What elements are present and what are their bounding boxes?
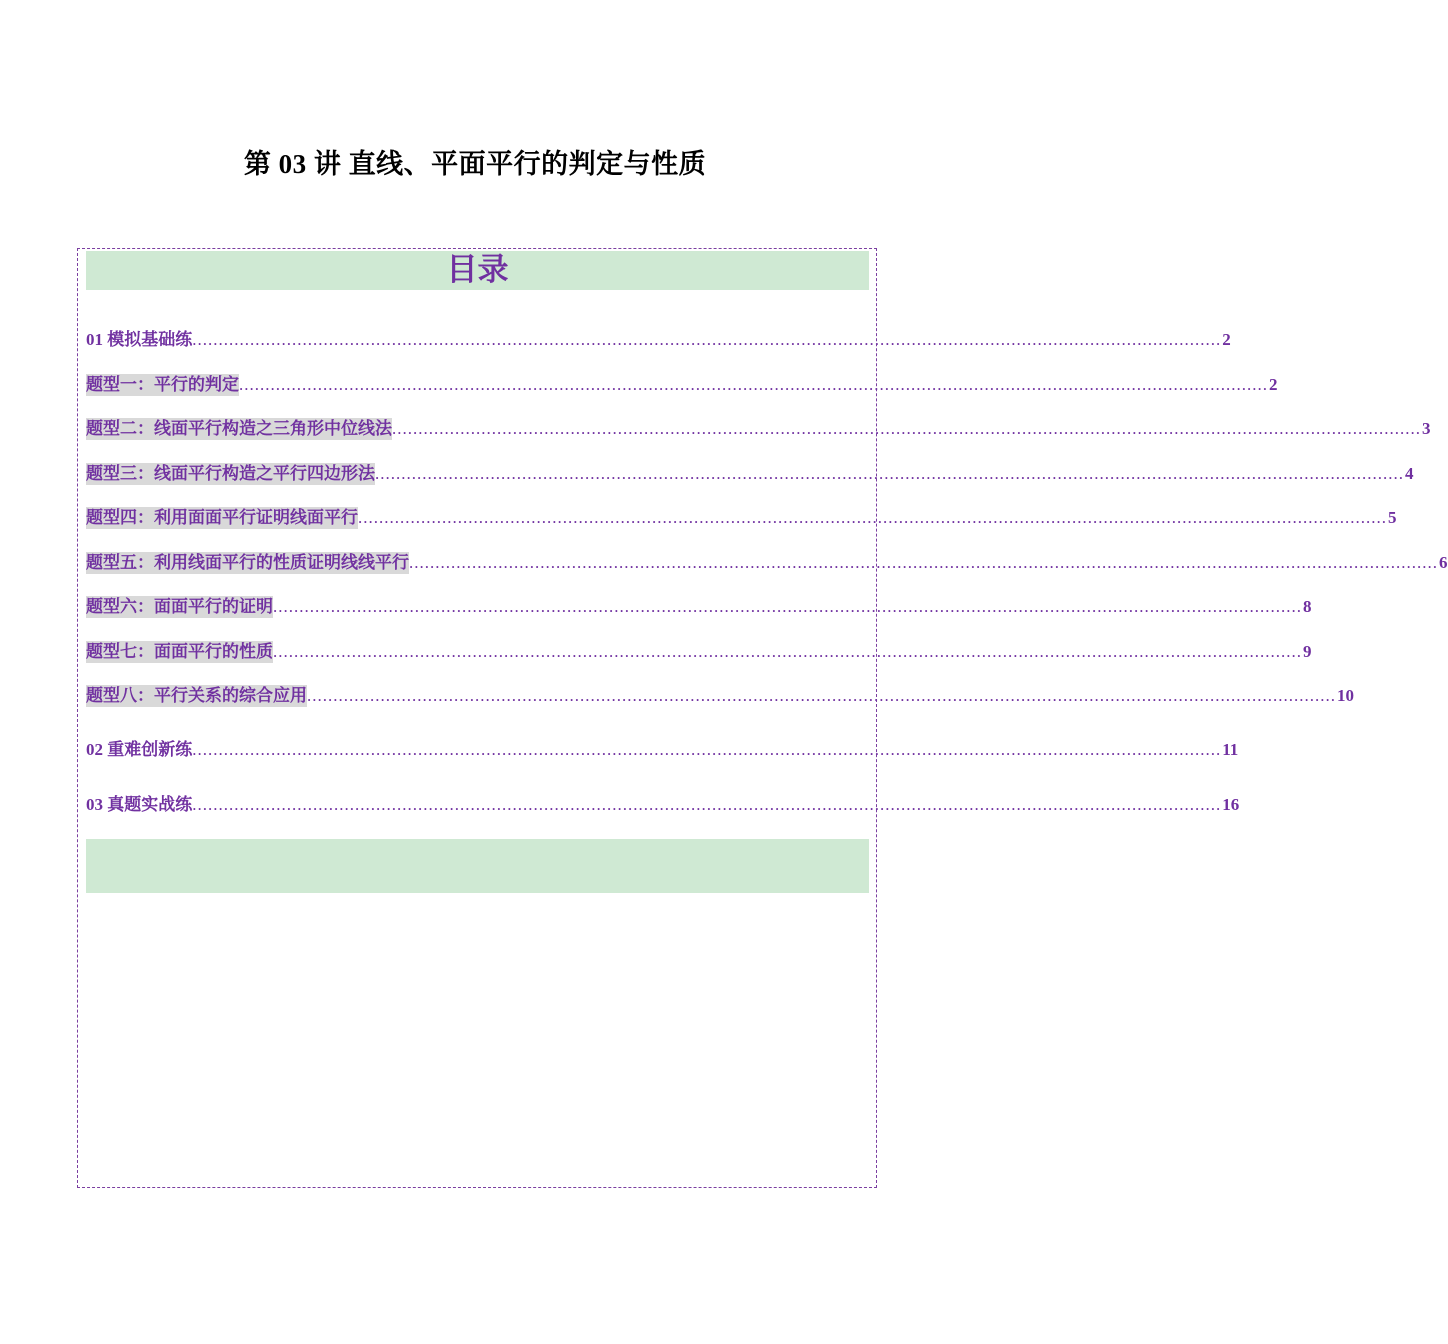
toc-entry-type-7[interactable] xyxy=(86,639,1312,663)
dot-leader: .................................................................................................................................................................................................... xyxy=(409,553,1438,572)
toc-entry-type-3[interactable] xyxy=(86,461,1414,485)
toc-entry-label: 题型一：平行的判定 xyxy=(86,375,239,394)
toc-entry-label: 题型八：平行关系的综合应用 xyxy=(86,686,307,705)
toc-entry-label: 02 重难创新练 xyxy=(86,740,193,759)
toc-entry-real-exam-practice[interactable] xyxy=(86,792,1240,816)
table-of-contents xyxy=(77,248,1448,1188)
toc-entry-page: 2 xyxy=(1222,330,1231,349)
toc-entry-label: 题型四：利用面面平行证明线面平行 xyxy=(86,508,358,527)
toc-entry-type-4[interactable] xyxy=(86,505,1397,529)
dot-leader: .................................................................................................................................................................................................... xyxy=(192,330,1222,349)
toc-entry-type-1[interactable] xyxy=(86,372,1278,396)
dot-leader: .................................................................................................................................................................................................... xyxy=(358,508,1387,527)
dot-leader: .................................................................................................................................................................................................... xyxy=(273,597,1302,616)
toc-entry-page: 2 xyxy=(1269,375,1278,394)
toc-entry-label: 题型五：利用线面平行的性质证明线线平行 xyxy=(86,553,409,572)
toc-entry-page: 5 xyxy=(1388,508,1397,527)
toc-footer-band xyxy=(86,839,869,893)
toc-entry-page: 16 xyxy=(1222,795,1240,814)
toc-entry-label: 题型七：面面平行的性质 xyxy=(86,642,273,661)
toc-entry-label: 题型二：线面平行构造之三角形中位线法 xyxy=(86,419,392,438)
toc-entry-label: 03 真题实战练 xyxy=(86,795,193,814)
dot-leader: .................................................................................................................................................................................................... xyxy=(375,464,1404,483)
dot-leader: .................................................................................................................................................................................................... xyxy=(239,375,1268,394)
toc-entry-type-2[interactable] xyxy=(86,416,1431,440)
toc-entry-page: 6 xyxy=(1439,553,1448,572)
dot-leader: .................................................................................................................................................................................................... xyxy=(192,795,1222,814)
toc-entry-type-6[interactable] xyxy=(86,594,1312,618)
toc-entry-label: 题型六：面面平行的证明 xyxy=(86,597,273,616)
toc-entry-page: 10 xyxy=(1337,686,1354,705)
dot-leader: .................................................................................................................................................................................................... xyxy=(307,686,1336,705)
toc-entry-page: 4 xyxy=(1405,464,1414,483)
dot-leader: .................................................................................................................................................................................................... xyxy=(392,419,1421,438)
toc-entry-page: 3 xyxy=(1422,419,1431,438)
toc-entry-advanced-practice[interactable] xyxy=(86,737,1239,761)
toc-entry-label: 题型三：线面平行构造之平行四边形法 xyxy=(86,464,375,483)
toc-header-band xyxy=(86,251,869,290)
toc-entry-page: 9 xyxy=(1303,642,1312,661)
dot-leader: .................................................................................................................................................................................................... xyxy=(192,740,1222,759)
toc-entry-basic-practice[interactable] xyxy=(86,327,1231,351)
toc-entry-label: 01 模拟基础练 xyxy=(86,330,193,349)
toc-heading: 目录 xyxy=(446,252,509,288)
dot-leader: .................................................................................................................................................................................................... xyxy=(273,642,1302,661)
toc-entry-type-8[interactable] xyxy=(86,683,1354,707)
toc-entry-page: 8 xyxy=(1303,597,1312,616)
toc-entry-page: 11 xyxy=(1222,740,1239,759)
page-title: 第 03 讲 直线、平面平行的判定与性质 xyxy=(243,149,707,179)
toc-entry-type-5[interactable] xyxy=(86,550,1448,574)
